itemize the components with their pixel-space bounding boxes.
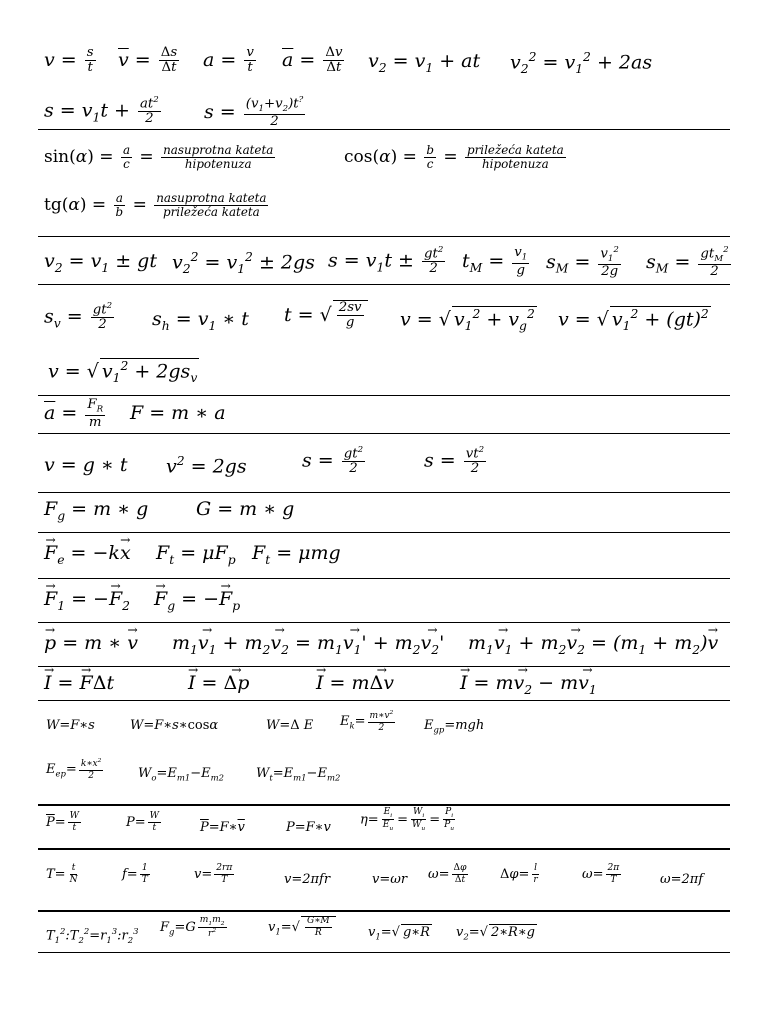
formula-average-velocity: $\overline{v}$ = $\frac{\Delta s}{\Delta t}$ <box>118 45 178 75</box>
formula-average-acceleration: $\overline{a}$ = $\frac{\Delta v}{\Delta t}$ <box>282 45 343 75</box>
formula-fall-distance-vt: s = $\frac{vt^2}{2}$ <box>424 445 485 477</box>
formula-velocity: v = $\frac{s}{t}$ <box>44 45 94 75</box>
formula-horizontal-distance: $s_h = v_1$ ∗ t <box>152 308 249 333</box>
formula-angular-frequency: ω=2πf <box>660 872 704 887</box>
divider <box>38 952 730 953</box>
formula-max-height: $s_M$ = $\frac{v_1^2}{2g}$ <box>546 245 619 280</box>
formula-first-cosmic-velocity-g: $v_1=√$ g∗R <box>368 925 430 942</box>
formula-angular-period: ω= $\frac{2\pi}{T}$ <box>582 863 620 885</box>
divider <box>38 804 730 806</box>
formula-work-mechanical: $W_o=E_{m1}-E_{m2}$ <box>138 766 224 783</box>
divider <box>38 492 730 493</box>
divider <box>38 700 730 701</box>
formula-fall-time: t = √ $\frac{2sv}{g}$ <box>284 300 368 331</box>
formula-power-velocity: P=F∗v <box>286 820 331 835</box>
formula-impulse-difference: I → = $mv_2$ → − $mv_1$ → <box>460 672 597 697</box>
divider <box>38 236 730 237</box>
formula-angular-velocity: ω= $\frac{\Delta\varphi}{\Delta t}$ <box>428 863 467 885</box>
formula-weight: G = m ∗ g <box>196 498 295 520</box>
formula-vertical-distance: $s = v_1t$ ± $\frac{gt^2}{2}$ <box>328 245 444 277</box>
formula-action-reaction: $F \to_1 = -F \to_2$ <box>44 588 130 613</box>
formula-kepler-third-law: $T_1^2:T_2^2=r_1^3:r_2^3$ <box>46 926 139 945</box>
formula-newton-force: F = m ∗ a <box>130 402 226 424</box>
formula-work: W=F∗s <box>46 718 95 733</box>
formula-work-energy: W=Δ E <box>266 718 314 733</box>
formula-circular-velocity: v= $\frac{2r\pi}{T}$ <box>194 863 233 885</box>
divider <box>38 532 730 533</box>
formula-momentum-conservation: $m_1v_1$ → + $m_2v_2$ → = $m_1v_1'$ → + $m_2v_2'$ → <box>172 632 444 657</box>
formula-kinetic-energy: $E_k=$ $\frac{m∗v^2}{2}$ <box>340 710 394 733</box>
formula-friction-mg: $F_t = \mu mg$ <box>252 542 341 567</box>
formula-angular-relation: v=ωr <box>372 872 408 887</box>
formula-power: P= $\frac{W}{t}$ <box>126 811 159 833</box>
divider <box>38 578 730 579</box>
formula-final-velocity: $v_2 = v_1$ + at <box>368 50 481 75</box>
formula-vertical-velocity: $v_2 = v_1$ ± gt <box>44 250 157 275</box>
formula-impulse-velocity: I → = mΔv → <box>316 672 394 694</box>
formula-tangent: tg(α) = $\frac{a}{b}$ = $\frac{\text{nasuprotna kateta}}{\text{priležeća kateta}}$ <box>44 191 267 219</box>
formula-second-cosmic-velocity: $v_2=√$ 2∗R∗g <box>456 925 535 942</box>
formula-friction-force: $F_t = \mu F_p$ <box>156 542 236 567</box>
formula-fall-velocity-squared: $v^2 = 2gs$ <box>166 454 247 478</box>
formula-distance: $s = v_1t$ + $\frac{at^2}{2}$ <box>44 95 159 127</box>
divider <box>38 433 730 434</box>
formula-impulse-momentum: I → = Δp → <box>188 672 249 694</box>
formula-max-height-time: $s_M$ = $\frac{gt_M^2}{2}$ <box>646 245 729 280</box>
formula-resultant-velocity: v = √ $v_1^2 + v_g^2$ <box>400 307 535 334</box>
formula-inelastic-collision: $m_1v_1$ → + $m_2v_2$ → = $(m_1 + m_2)v$ → <box>468 632 718 657</box>
formula-resultant-velocity-gt: v = √ $v_1^2 + (gt)^2$ <box>558 307 709 334</box>
divider <box>38 910 730 912</box>
formula-cosine: cos(α) = $\frac{b}{c}$ = $\frac{\text{priležeća kateta}}{\text{hipotenuza}}$ <box>344 143 564 171</box>
formula-gravitation-law: $F_g=G$ $\frac{m_1m_2}{r^2}$ <box>160 915 225 940</box>
formula-angle: Δφ= $\frac{l}{r}$ <box>500 863 538 885</box>
divider <box>38 848 730 850</box>
formula-frequency: f= $\frac{1}{T}$ <box>122 863 148 885</box>
formula-average-power: $\overline{P}=$ $\frac{W}{t}$ <box>46 811 80 833</box>
formula-distance-average: s = $\frac{(v_1+v_2)t^?}{2}$ <box>204 95 304 130</box>
formula-max-time: $t_M$ = $\frac{v_1}{g}$ <box>462 245 528 278</box>
divider <box>38 129 730 130</box>
formula-vertical-velocity-squared: $v_2^2 = v_1^2 \pm 2gs$ <box>172 250 315 277</box>
formula-gravity-force: $F_g = m$ ∗ g <box>44 498 149 523</box>
formula-fall-distance: s = $\frac{gt^2}{2}$ <box>302 445 364 477</box>
formula-efficiency: η= $\frac{E_i}{E_u}$ = $\frac{W_i}{W_u}$ = $\frac{P_i}{P_u}$ <box>360 807 455 832</box>
formula-potential-energy: $E_{gp}=mgh$ <box>424 718 485 735</box>
formula-sine: sin(α) = $\frac{a}{c}$ = $\frac{\text{nasuprotna kateta}}{\text{hipotenuza}}$ <box>44 143 274 171</box>
divider <box>38 622 730 623</box>
formula-gravity-reaction: $F \to_g = -F \to_p$ <box>154 588 240 613</box>
formula-velocity-height: v = √ $v_1^2 + 2gs_v$ <box>48 359 198 386</box>
formula-period: T= $\frac{t}{N}$ <box>46 863 78 885</box>
formula-fall-velocity: v = g ∗ t <box>44 454 128 476</box>
formula-acceleration: a = $\frac{v}{t}$ <box>203 45 254 75</box>
formula-elastic-energy: $E_{ep}=$ $\frac{k∗x^2}{2}$ <box>46 758 102 781</box>
formula-work-friction: $W_t=E_{m1}-E_{m2}$ <box>256 766 341 783</box>
divider <box>38 284 730 285</box>
formula-work-angle: W=F∗s∗cosα <box>130 718 219 733</box>
formula-impulse: I → = F →Δt <box>44 672 114 694</box>
formula-first-cosmic-velocity: $v_1=√$ $\frac{G∗M}{R}$ <box>268 916 336 938</box>
formula-vertical-fall: $s_v$ = $\frac{gt^2}{2}$ <box>44 301 113 333</box>
formula-momentum: p → = m ∗ v → <box>44 632 138 654</box>
formula-power-velocity-average: $\overline{P}=F∗\overline{v}$ <box>200 820 245 835</box>
formula-newton-acceleration: $\overline{a}$ = $\frac{F_R}{m}$ <box>44 397 104 430</box>
formula-elastic-force: $F \to_e = -kx$ → <box>44 542 131 567</box>
formula-circular-velocity-f: v=2πfr <box>284 872 331 887</box>
formula-velocity-squared: $v_2^2 = v_1^2 + 2as$ <box>510 50 653 77</box>
divider <box>38 395 730 396</box>
